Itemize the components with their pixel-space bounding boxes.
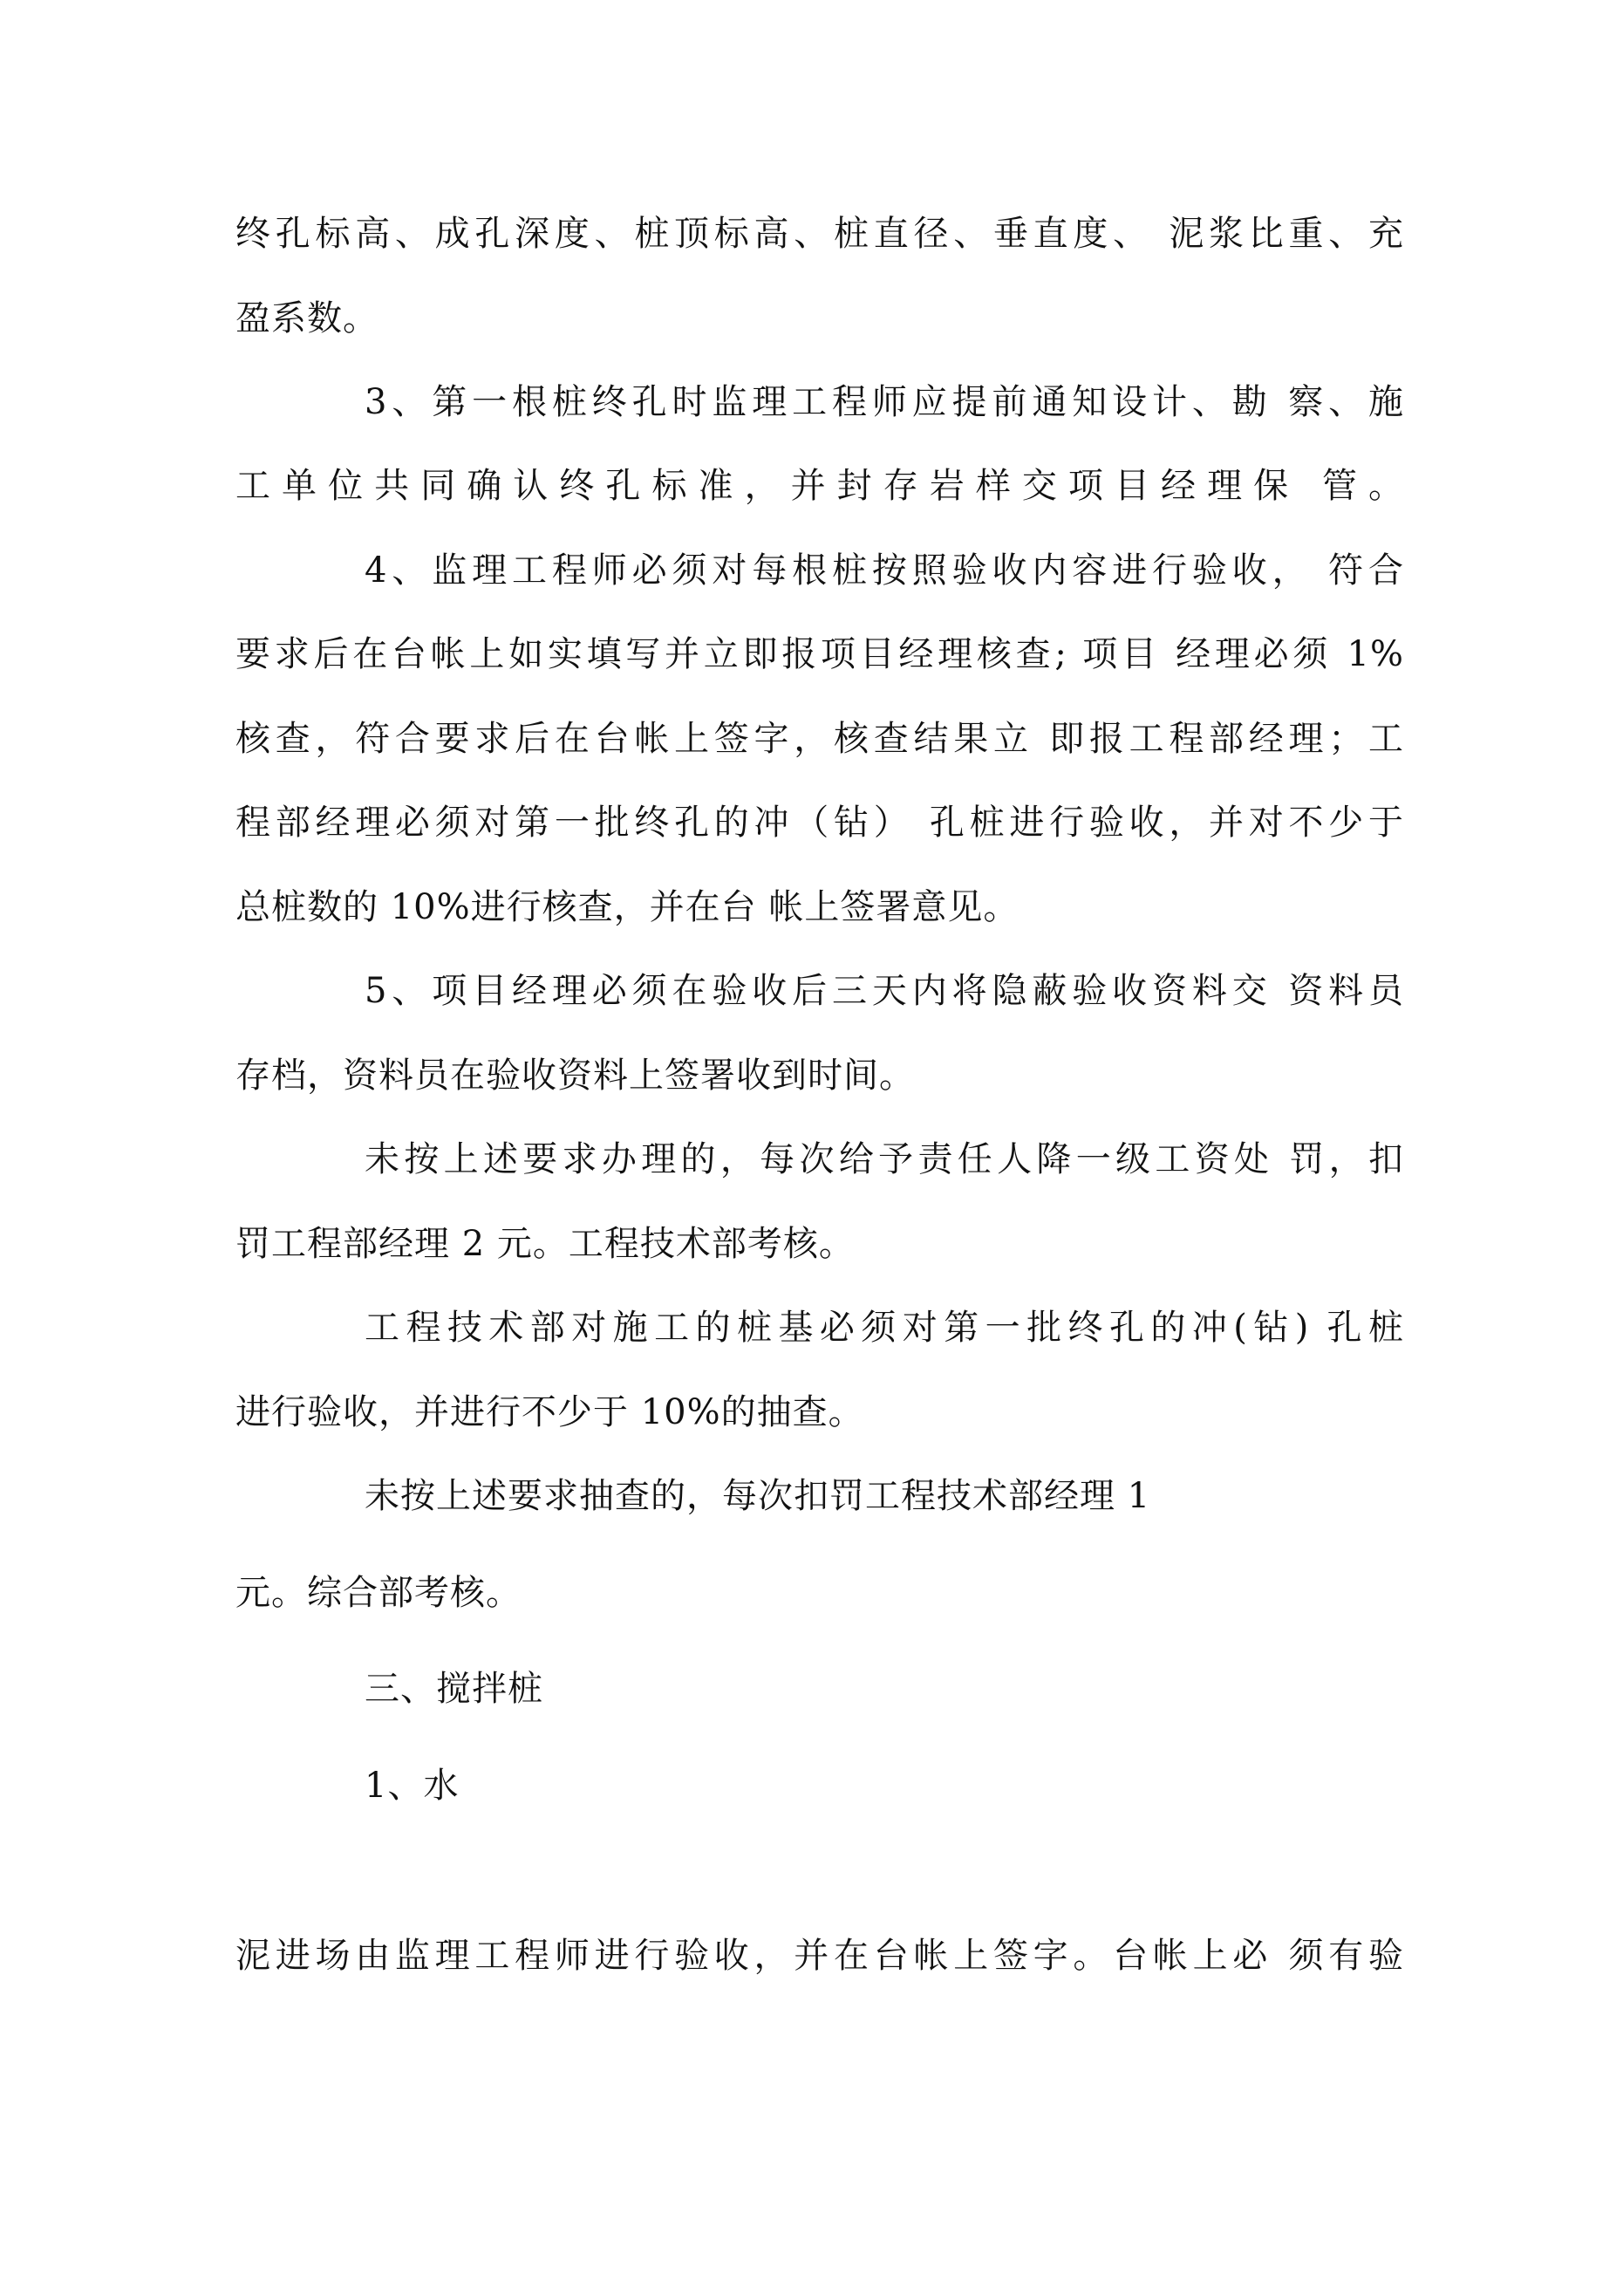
text-line-20: 泥进场由监理工程师进行验收，并在台帐上签字。台帐上必 须有验 [235, 1936, 1404, 1976]
text-line-2: 盈系数。 [235, 298, 378, 338]
text-line-5: 4、监理工程师必须对每根桩按照验收内容进行验收， 符合 [365, 550, 1404, 591]
text-line-8: 程部经理必须对第一批终孔的冲（钻） 孔桩进行验收，并对不少于 [235, 803, 1404, 843]
text-line-11: 存档，资料员在验收资料上签署收到时间。 [235, 1056, 915, 1096]
text-line-17: 元。综合部考核。 [235, 1573, 522, 1613]
text-line-15: 进行验收，并进行不少于 10%的抽查。 [235, 1392, 864, 1432]
text-line-7: 核查，符合要求后在台帐上签字，核查结果立 即报工程部经理；工 [235, 719, 1404, 759]
text-line-13: 罚工程部经理 2 元。工程技术部考核。 [235, 1224, 855, 1264]
text-line-4: 工单位共同确认终孔标准，并封存岩样交项目经理保 管。 [235, 466, 1404, 506]
text-line-19: 1、水 [365, 1766, 460, 1806]
text-line-10: 5、项目经理必须在验收后三天内将隐蔽验收资料交 资料员 [365, 971, 1404, 1011]
text-line-6: 要求后在台帐上如实填写并立即报项目经理核查; 项目 经理必须 1% [235, 634, 1404, 674]
text-line-3: 3、第一根桩终孔时监理工程师应提前通知设计、勘 察、施 [365, 382, 1404, 422]
text-line-14: 工程技术部对施工的桩基必须对第一批终孔的冲(钻) 孔桩 [365, 1308, 1404, 1348]
text-line-9: 总桩数的 10%进行核查，并在台 帐上签署意见。 [235, 887, 1019, 927]
section-heading: 三、搅拌桩 [365, 1669, 543, 1709]
text-line-1: 终孔标高、成孔深度、桩顶标高、桩直径、垂直度、 泥浆比重、充 [235, 214, 1404, 254]
text-line-16: 未按上述要求抽查的，每次扣罚工程技术部经理 1 [365, 1476, 1151, 1516]
text-line-12: 未按上述要求办理的，每次给予责任人降一级工资处 罚，扣 [365, 1139, 1404, 1179]
